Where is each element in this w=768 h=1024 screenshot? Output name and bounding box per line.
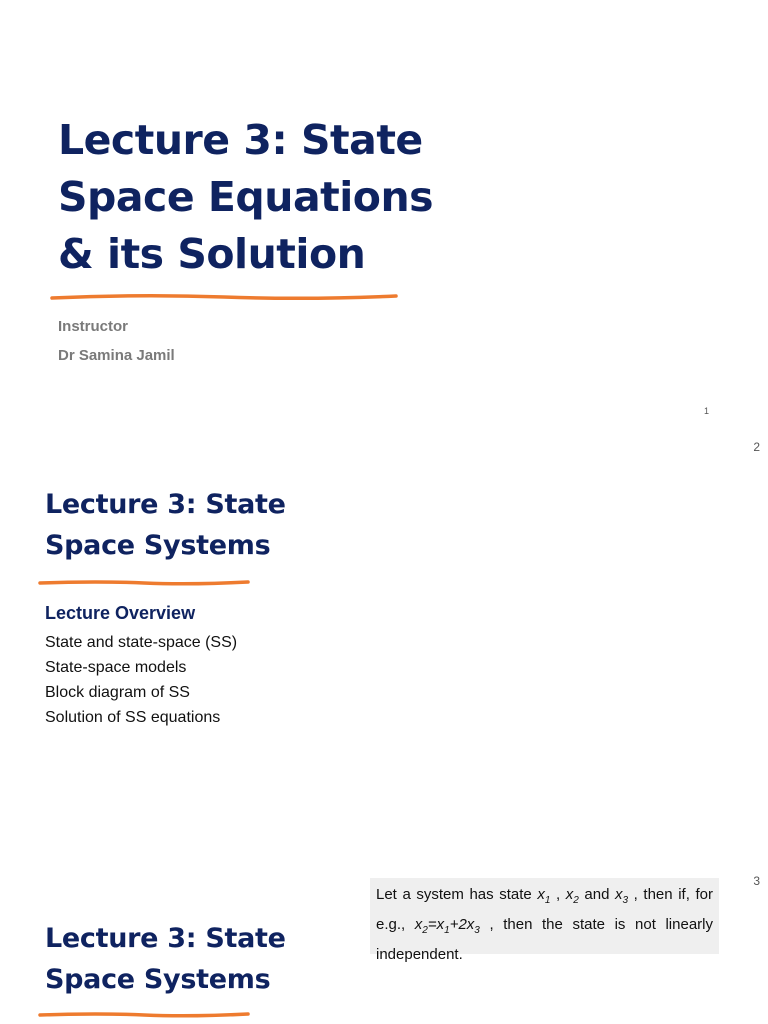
math-var: x [615,886,623,903]
slide-1 [0,0,768,430]
title-line: Space Systems [45,530,271,561]
slide-2-title [45,484,345,566]
list-item: State and state-space (SS) [45,634,238,651]
slide-3-title [45,918,345,1000]
title-line: Lecture 3: State [58,116,423,164]
slide-2 [0,430,768,860]
math-sub: 1 [544,895,551,906]
text-run: , [550,886,566,903]
list-item: Block diagram of SS [45,684,190,701]
page-number: 1 [703,406,709,416]
math-sub: 2 [422,925,428,936]
list-item: State-space models [45,659,187,676]
slide-1-title [58,112,478,283]
title-underline [38,1010,250,1020]
overview-heading: Lecture Overview [45,603,196,623]
slide-3 [0,860,768,1024]
overview-list [45,630,237,730]
title-line: Space Systems [45,964,271,995]
page-number: 3 [753,874,760,888]
math-var: x [565,886,574,903]
text-run: , then the state is not linearly independent. [376,916,713,963]
math-var: x [414,916,423,933]
math-var: x [466,916,475,933]
definition-textbox [370,878,719,963]
text-run: Let a system has state [376,886,538,903]
text-run: and [578,886,616,903]
instructor-label: Instructor [58,318,129,335]
title-line: Lecture 3: State [45,923,286,954]
instructor-name: Dr Samina Jamil [58,347,175,364]
math-var: x [436,916,445,933]
title-line: Space Equations [58,173,434,221]
list-item: Solution of SS equations [45,709,221,726]
title-underline [50,292,398,302]
math-sub: 3 [474,925,480,936]
math-var: x [537,886,545,903]
math-sub: 3 [622,895,629,906]
text-run: , then if, for e.g., [376,886,713,933]
title-line: & its Solution [58,230,366,278]
page-number: 2 [753,440,760,454]
title-underline [38,578,250,588]
math-sub: 1 [444,925,450,936]
math-sub: 2 [573,895,579,906]
math-op: +2 [449,916,467,933]
math-op: = [427,916,437,933]
title-line: Lecture 3: State [45,489,286,520]
